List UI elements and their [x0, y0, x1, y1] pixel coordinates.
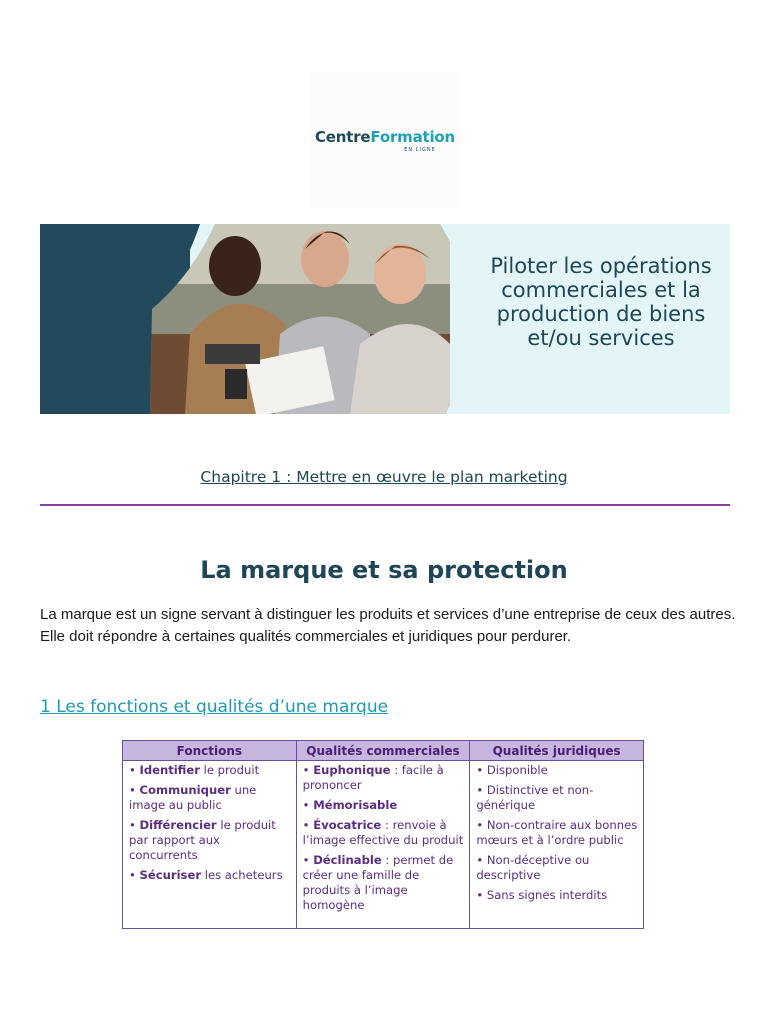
hero-banner	[40, 224, 730, 414]
list-item: • Mémorisable	[302, 798, 398, 812]
divider	[40, 504, 730, 506]
logo-wordmark: CentreFormation	[315, 127, 455, 146]
list-item: • Distinctive et non-générique	[476, 783, 594, 812]
page-title: La marque et sa protection	[200, 556, 568, 584]
table-header: Fonctions	[123, 741, 297, 761]
qualities-table	[122, 740, 644, 929]
cell-commerciales	[296, 761, 470, 929]
list-item: • Sans signes interdits	[476, 888, 608, 902]
cell-fonctions	[123, 761, 297, 929]
logo	[309, 72, 461, 208]
cell-juridiques	[470, 761, 644, 929]
list-item: • Euphonique : facile à prononcer	[302, 763, 444, 792]
list-item: • Identifier le produit	[129, 763, 260, 777]
intro-paragraph: La marque est un signe servant à distinguer les produits et services d’une entreprise de ceux des autres. Elle doit répondre à certaines qualités commerciales et juridiques pour perdurer.	[40, 606, 736, 645]
table-header: Qualités commerciales	[296, 741, 470, 761]
table-header: Qualités juridiques	[470, 741, 644, 761]
list-item: • Non-déceptive ou descriptive	[476, 853, 590, 882]
list-item: • Sécuriser les acheteurs	[129, 868, 283, 882]
banner-title: Piloter les opérations commerciales et la production de biens et/ou services	[490, 254, 712, 350]
chapter-title: Chapitre 1 : Mettre en œuvre le plan marketing	[200, 468, 568, 486]
list-item: • Communiquer une image au public	[129, 783, 257, 812]
section-title: 1 Les fonctions et qualités d’une marque	[40, 697, 389, 717]
logo-subtitle: EN LIGNE	[404, 146, 436, 153]
list-item: • Évocatrice : renvoie à l’image effective du produit	[302, 818, 464, 847]
list-item: • Non-contraire aux bonnes mœurs et à l’ordre public	[476, 818, 638, 847]
list-item: • Disponible	[476, 763, 548, 777]
list-item: • Déclinable : permet de créer une famille de produits à l’image homogène	[302, 853, 454, 912]
list-item: • Différencier le produit par rapport aux concurrents	[129, 818, 276, 862]
